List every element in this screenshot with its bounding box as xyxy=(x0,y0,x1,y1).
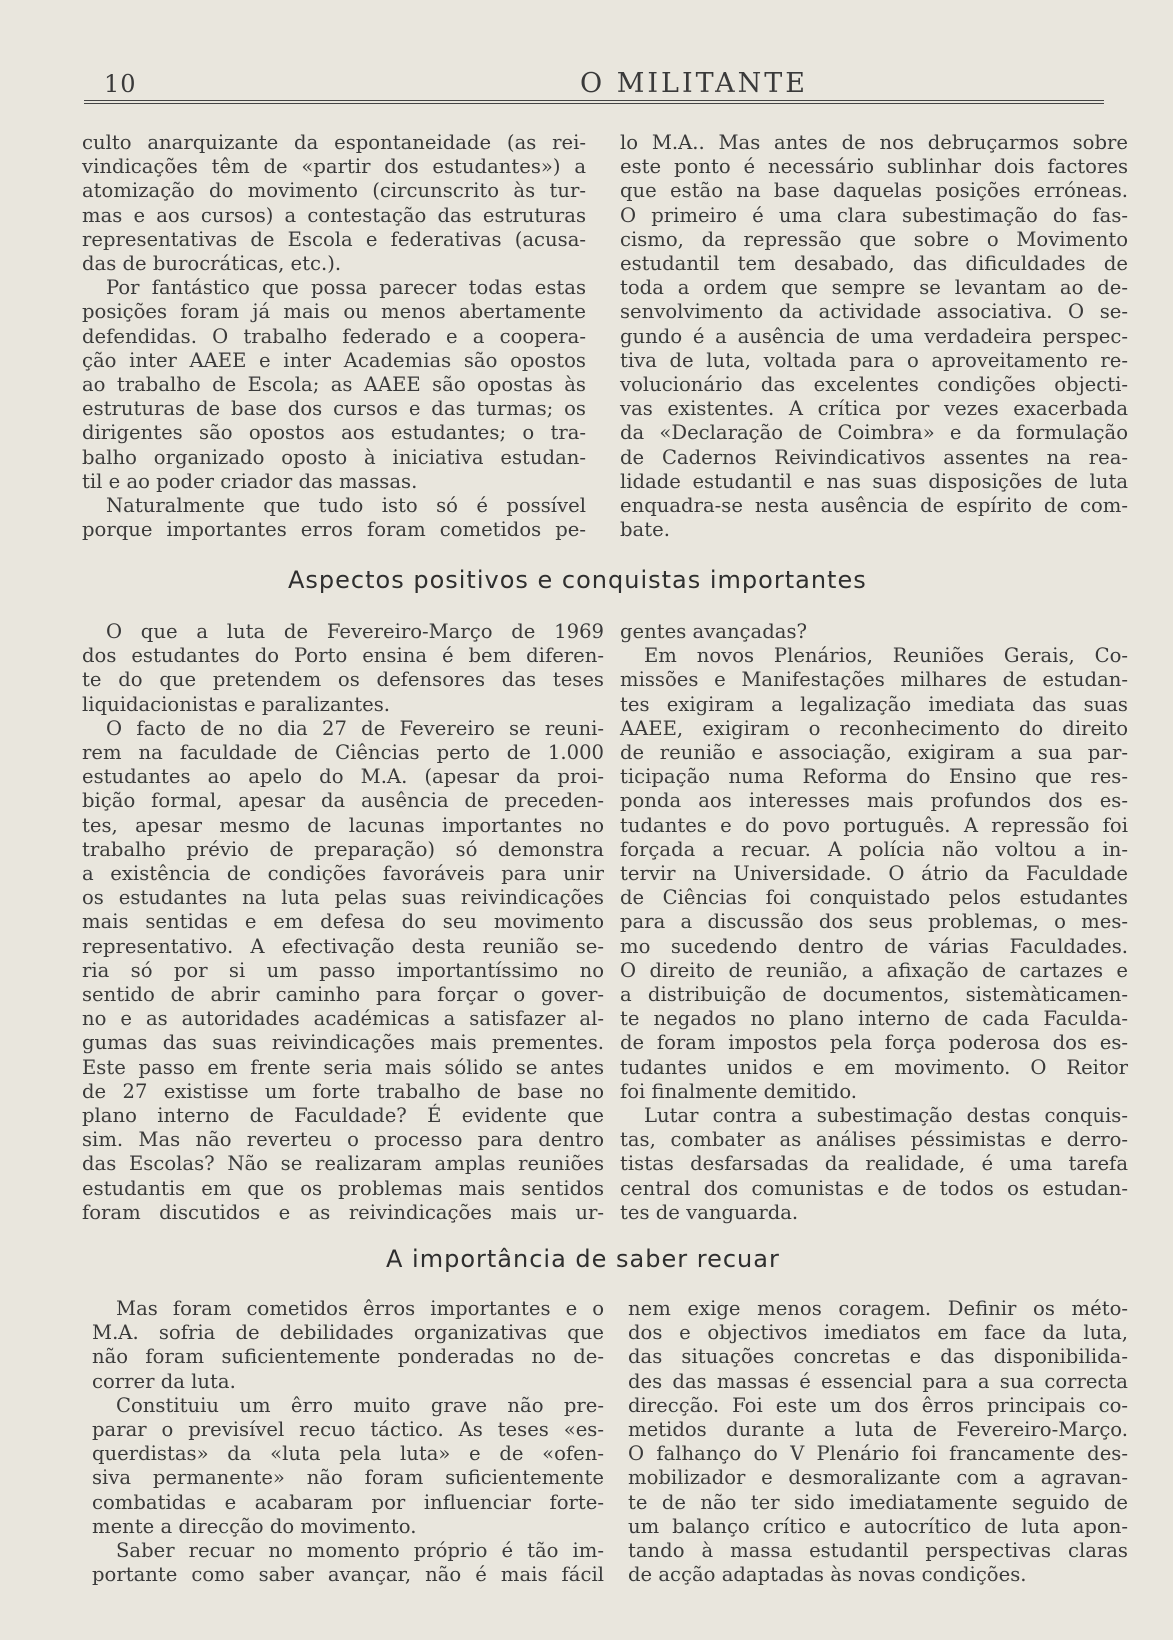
text-line: Por fantástico que possa parecer todas estas xyxy=(106,276,586,300)
text-line: defendidas. O trabalho federado e a coopera- xyxy=(82,324,586,348)
text-line: Naturalmente que tudo isto só é possível xyxy=(106,494,586,518)
text-line: central dos comunistas e de todos os estudan- xyxy=(620,1176,1128,1200)
text-line: direcção. Foi este um dos êrros principais co- xyxy=(628,1393,1128,1417)
text-line: toda a ordem que sempre se levantam ao de- xyxy=(620,276,1128,300)
text-line: mo sucedendo dentro de várias Faculdades. xyxy=(620,934,1128,958)
text-line: Este passo em frente seria mais sólido se antes xyxy=(82,1055,604,1079)
text-line: das situações concretas e das disponibilida- xyxy=(628,1345,1128,1369)
text-line: te do que pretendem os defensores das teses xyxy=(82,668,604,692)
text-line: Lutar contra a subestimação destas conquis- xyxy=(644,1104,1128,1128)
text-line: estudantes ao apelo do M.A. (apesar da proi- xyxy=(82,765,604,789)
text-line: lo M.A.. Mas antes de nos debruçarmos sobre xyxy=(620,131,1128,154)
text-line: de acção adaptadas às novas condições. xyxy=(628,1563,1027,1587)
text-line: atomização do movimento (circunscrito às tur- xyxy=(82,179,586,203)
text-line: vindicações têm de «partir dos estudantes») a xyxy=(82,155,586,179)
text-line: os estudantes na luta pelas suas reivindicações xyxy=(82,886,604,910)
text-line: tes, apesar mesmo de lacunas importantes no xyxy=(82,813,604,837)
text-line: tes de vanguarda. xyxy=(620,1200,799,1224)
text-line: O que a luta de Fevereiro-Março de 1969 xyxy=(106,620,604,643)
page-number: 10 xyxy=(104,70,137,98)
text-line: dos estudantes do Porto ensina é bem diferen- xyxy=(82,644,604,668)
text-line: senvolvimento da actividade associativa. O se- xyxy=(620,300,1128,324)
section2-left-column xyxy=(82,620,604,1225)
text-line: bição formal, apesar da ausência de preceden- xyxy=(82,789,604,813)
section1-right-column xyxy=(620,131,1128,542)
text-line: cismo, da repressão que sobre o Movimento xyxy=(620,227,1128,251)
text-line: balho organizado oposto à iniciativa estudan- xyxy=(82,445,586,469)
text-line: Constituiu um êrro muito grave não pre- xyxy=(116,1393,604,1417)
text-line: a distribuição de documentos, sistemàticamen- xyxy=(620,983,1128,1007)
text-line: Saber recuar no momento próprio é tão im- xyxy=(116,1539,604,1563)
text-line: querdistas» da «luta pela luta» e de «ofen- xyxy=(92,1442,604,1466)
text-line: representativas de Escola e federativas (acusa- xyxy=(82,227,586,251)
text-line: a existência de condições favoráveis para unir xyxy=(82,862,604,886)
text-line: ao trabalho de Escola; as AAEE são opostas às xyxy=(82,373,586,397)
text-line: que estão na base daquelas posições erróneas. xyxy=(620,179,1128,203)
text-line: tudantes unidos e em movimento. O Reitor xyxy=(620,1055,1128,1079)
text-line: culto anarquizante da espontaneidade (as rei- xyxy=(82,131,586,154)
text-line: des das massas é essencial para a sua correcta xyxy=(628,1369,1128,1393)
text-line: parar o previsível recuo táctico. As teses «es- xyxy=(92,1418,604,1442)
text-line: O primeiro é uma clara subestimação do fas- xyxy=(620,203,1128,227)
text-line: foi finalmente demitido. xyxy=(620,1079,858,1103)
text-line: estudantis em que os problemas mais sentidos xyxy=(82,1176,604,1200)
text-line: O facto de no dia 27 de Fevereiro se reuni- xyxy=(106,716,604,740)
text-line: tas, combater as análises péssimistas e derro- xyxy=(620,1128,1128,1152)
text-line: para a discussão dos seus problemas, o mes- xyxy=(620,910,1128,934)
section-heading-positive-aspects: Aspectos positivos e conquistas importantes xyxy=(288,566,867,594)
text-line: foram discutidos e as reivindicações mais ur- xyxy=(82,1200,604,1224)
section3-right-column xyxy=(628,1297,1128,1587)
text-line: estruturas de base dos cursos e das turmas; os xyxy=(82,397,586,421)
text-line: plano interno de Faculdade? É evidente que xyxy=(82,1104,604,1128)
text-line: representativo. A efectivação desta reunião se- xyxy=(82,934,604,958)
text-line: trabalho prévio de preparação) só demonstra xyxy=(82,837,604,861)
text-line: dos e objectivos imediatos em face da luta, xyxy=(628,1321,1128,1345)
text-line: tudantes e do povo português. A repressão foi xyxy=(620,813,1128,837)
text-line: mais sentidas e em defesa do seu movimento xyxy=(82,910,604,934)
section1-left-column xyxy=(82,131,586,542)
text-line: ção inter AAEE e inter Academias são opostos xyxy=(82,348,586,372)
text-line: Mas foram cometidos êrros importantes e o xyxy=(116,1297,604,1320)
text-line: volucionário das excelentes condições objecti- xyxy=(620,373,1128,397)
text-line: O falhanço do V Plenário foi francamente des- xyxy=(628,1442,1128,1466)
text-line: sim. Mas não reverteu o processo para dentro xyxy=(82,1128,604,1152)
text-line: portante como saber avançar, não é mais fácil xyxy=(92,1563,604,1587)
text-line: Em novos Plenários, Reuniões Gerais, Co- xyxy=(644,644,1128,668)
text-line: tando à massa estudantil perspectivas claras xyxy=(628,1539,1128,1563)
text-line: correr da luta. xyxy=(92,1369,236,1393)
text-line: ria só por si um passo importantíssimo no xyxy=(82,958,604,982)
text-line: no e as autoridades académicas a satisfazer al- xyxy=(82,1007,604,1031)
page-header xyxy=(84,66,1104,104)
text-line: bate. xyxy=(620,518,670,542)
text-line: estudantil tem desabado, das dificuldades de xyxy=(620,252,1128,276)
text-line: porque importantes erros foram cometidos pe- xyxy=(82,518,586,542)
text-line: nem exige menos coragem. Definir os méto- xyxy=(628,1297,1128,1320)
text-line: vas existentes. A crítica por vezes exacerbada xyxy=(620,397,1128,421)
text-line: combatidas e acabaram por influenciar forte- xyxy=(92,1490,604,1514)
text-line: tiva de luta, voltada para o aproveitamento re- xyxy=(620,348,1128,372)
text-line: liquidacionistas e paralizantes. xyxy=(82,692,391,716)
text-line: M.A. sofria de debilidades organizativas que xyxy=(92,1321,604,1345)
section-heading-knowing-to-retreat: A importância de saber recuar xyxy=(386,1245,780,1273)
text-line: de reunião e associação, exigiram a sua par- xyxy=(620,741,1128,765)
text-line: mas e aos cursos) a contestação das estruturas xyxy=(82,203,586,227)
text-line: tes exigiram a legalização imediata das suas xyxy=(620,692,1128,716)
text-line: de foram impostos pela força poderosa dos es- xyxy=(620,1031,1128,1055)
text-line: rem na faculdade de Ciências perto de 1.000 xyxy=(82,741,604,765)
text-line: metidos durante a luta de Fevereiro-Março. xyxy=(628,1418,1128,1442)
text-line: de 27 existisse um forte trabalho de base no xyxy=(82,1079,604,1103)
text-line: siva permanente» não foram suficientemente xyxy=(92,1466,604,1490)
text-line: de Ciências foi conquistado pelos estudantes xyxy=(620,886,1128,910)
text-line: tistas desfarsadas da realidade, é uma tarefa xyxy=(620,1152,1128,1176)
text-line: ponda aos interesses mais profundos dos es- xyxy=(620,789,1128,813)
text-line: ticipação numa Reforma do Ensino que res- xyxy=(620,765,1128,789)
text-line: um balanço crítico e autocrítico de luta apon- xyxy=(628,1514,1128,1538)
section3-left-column xyxy=(92,1297,604,1587)
text-line: missões e Manifestações milhares de estudan- xyxy=(620,668,1128,692)
text-line: não foram suficientemente ponderadas no de- xyxy=(92,1345,604,1369)
text-line: sentido de abrir caminho para forçar o gover- xyxy=(82,983,604,1007)
text-line: das de burocráticas, etc.). xyxy=(82,252,342,276)
text-line: gumas das suas reivindicações mais prementes. xyxy=(82,1031,604,1055)
text-line: das Escolas? Não se realizaram amplas reuniões xyxy=(82,1152,604,1176)
text-line: mobilizador e desmoralizante com a agravan- xyxy=(628,1466,1128,1490)
text-line: dirigentes são opostos aos estudantes; o tra- xyxy=(82,421,586,445)
text-line: O direito de reunião, a afixação de cartazes e xyxy=(620,958,1128,982)
text-line: te negados no plano interno de cada Faculda- xyxy=(620,1007,1128,1031)
text-line: til e ao poder criador das massas. xyxy=(82,469,418,493)
text-line: de Cadernos Reivindicativos assentes na rea- xyxy=(620,445,1128,469)
publication-title: O MILITANTE xyxy=(580,68,808,99)
text-line: da «Declaração de Coimbra» e da formulação xyxy=(620,421,1128,445)
text-line: te de não ter sido imediatamente seguido de xyxy=(628,1490,1128,1514)
text-line: AAEE, exigiram o reconhecimento do direito xyxy=(620,716,1128,740)
section2-right-column xyxy=(620,620,1128,1225)
text-line: forçada a recuar. A polícia não voltou a in- xyxy=(620,837,1128,861)
text-line: enquadra-se nesta ausência de espírito de com- xyxy=(620,494,1128,518)
text-line: este ponto é necessário sublinhar dois factores xyxy=(620,155,1128,179)
text-line: gundo é a ausência de uma verdadeira perspec- xyxy=(620,324,1128,348)
text-line: posições foram já mais ou menos abertamente xyxy=(82,300,586,324)
text-line: gentes avançadas? xyxy=(620,620,808,643)
text-line: mente a direcção do movimento. xyxy=(92,1514,417,1538)
text-line: lidade estudantil e nas suas disposições de luta xyxy=(620,469,1128,493)
text-line: tervir na Universidade. O átrio da Faculdade xyxy=(620,862,1128,886)
